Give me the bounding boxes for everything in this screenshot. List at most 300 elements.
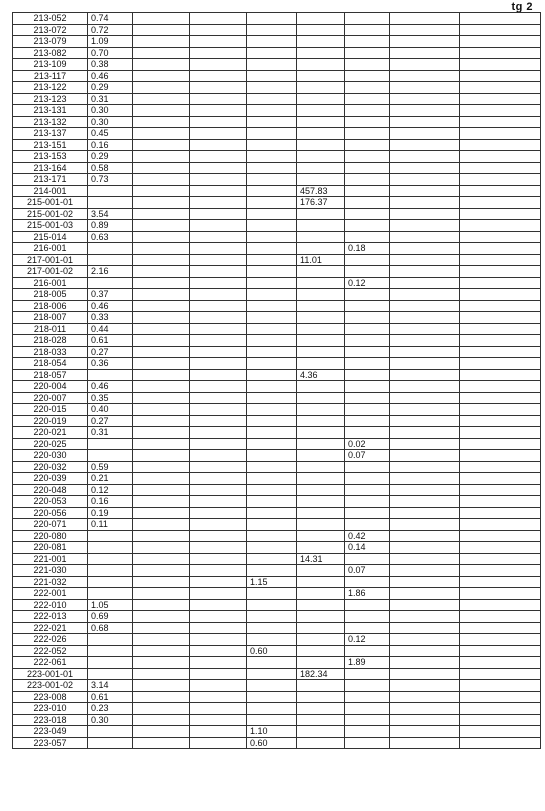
value-cell [190, 116, 247, 128]
value-cell [190, 415, 247, 427]
value-cell [345, 105, 390, 117]
value-cell [190, 553, 247, 565]
value-cell [133, 70, 190, 82]
value-cell [390, 622, 460, 634]
table-row [13, 645, 541, 657]
value-cell [133, 24, 190, 36]
value-cell: 2.16 [88, 266, 133, 278]
parcel-id-cell: 220-039 [13, 473, 88, 485]
table-row [13, 151, 541, 163]
table-row [13, 208, 541, 220]
value-cell [88, 197, 133, 209]
table-row [13, 519, 541, 531]
value-cell: 0.46 [88, 70, 133, 82]
parcel-id-cell: 218-028 [13, 335, 88, 347]
value-cell [133, 381, 190, 393]
value-cell [297, 36, 345, 48]
value-cell [460, 59, 541, 71]
value-cell [297, 24, 345, 36]
value-cell [460, 254, 541, 266]
value-cell [297, 116, 345, 128]
value-cell [345, 737, 390, 749]
value-cell [345, 346, 390, 358]
table-row [13, 323, 541, 335]
value-cell [190, 599, 247, 611]
value-cell [460, 427, 541, 439]
value-cell [390, 565, 460, 577]
value-cell [297, 93, 345, 105]
value-cell [133, 289, 190, 301]
value-cell [390, 645, 460, 657]
table-row [13, 300, 541, 312]
table-row [13, 657, 541, 669]
value-cell [460, 530, 541, 542]
value-cell [460, 323, 541, 335]
value-cell [297, 507, 345, 519]
value-cell [88, 438, 133, 450]
value-cell: 0.16 [88, 139, 133, 151]
value-cell [247, 611, 297, 623]
table-row [13, 450, 541, 462]
table-row [13, 70, 541, 82]
value-cell [460, 668, 541, 680]
value-cell [247, 59, 297, 71]
value-cell: 0.16 [88, 496, 133, 508]
value-cell [460, 461, 541, 473]
value-cell [460, 553, 541, 565]
value-cell [390, 300, 460, 312]
parcel-id-cell: 222-061 [13, 657, 88, 669]
value-cell [390, 496, 460, 508]
table-row [13, 220, 541, 232]
value-cell: 3.14 [88, 680, 133, 692]
value-cell [460, 47, 541, 59]
table-row [13, 346, 541, 358]
value-cell [133, 473, 190, 485]
value-cell [345, 645, 390, 657]
value-cell [133, 588, 190, 600]
value-cell [390, 277, 460, 289]
value-cell [345, 369, 390, 381]
value-cell [190, 542, 247, 554]
parcel-id-cell: 218-005 [13, 289, 88, 301]
parcel-id-cell: 213-151 [13, 139, 88, 151]
value-cell [390, 139, 460, 151]
value-cell [247, 519, 297, 531]
value-cell: 0.30 [88, 116, 133, 128]
table-row [13, 530, 541, 542]
value-cell: 0.27 [88, 346, 133, 358]
value-cell [460, 381, 541, 393]
parcel-id-cell: 223-057 [13, 737, 88, 749]
table-row [13, 507, 541, 519]
value-cell [460, 36, 541, 48]
value-cell [133, 737, 190, 749]
value-cell [88, 576, 133, 588]
value-cell [133, 680, 190, 692]
value-cell [390, 231, 460, 243]
parcel-id-cell: 216-001 [13, 243, 88, 255]
parcel-id-cell: 213-052 [13, 13, 88, 25]
value-cell [297, 208, 345, 220]
value-cell [345, 335, 390, 347]
value-cell [345, 461, 390, 473]
parcel-id-cell: 215-014 [13, 231, 88, 243]
value-cell [297, 13, 345, 25]
value-cell [133, 93, 190, 105]
parcel-id-cell: 220-081 [13, 542, 88, 554]
value-cell [460, 680, 541, 692]
value-cell [345, 496, 390, 508]
value-cell [133, 404, 190, 416]
value-cell [247, 220, 297, 232]
value-cell [133, 542, 190, 554]
value-cell [460, 116, 541, 128]
value-cell [247, 588, 297, 600]
table-row [13, 427, 541, 439]
value-cell [133, 59, 190, 71]
value-cell [297, 220, 345, 232]
parcel-id-cell: 213-122 [13, 82, 88, 94]
value-cell [133, 151, 190, 163]
value-cell [390, 197, 460, 209]
value-cell [133, 576, 190, 588]
value-cell [133, 507, 190, 519]
value-cell [390, 105, 460, 117]
value-cell [345, 128, 390, 140]
value-cell [390, 381, 460, 393]
value-cell [247, 197, 297, 209]
value-cell [297, 151, 345, 163]
table-row [13, 726, 541, 738]
value-cell [297, 392, 345, 404]
value-cell: 1.86 [345, 588, 390, 600]
ledger-body [13, 13, 541, 749]
value-cell [390, 358, 460, 370]
value-cell [133, 703, 190, 715]
value-cell [247, 599, 297, 611]
value-cell [460, 243, 541, 255]
value-cell [390, 530, 460, 542]
value-cell [345, 680, 390, 692]
value-cell: 0.60 [247, 645, 297, 657]
value-cell [390, 162, 460, 174]
value-cell [88, 565, 133, 577]
table-row [13, 611, 541, 623]
value-cell [190, 300, 247, 312]
value-cell [345, 162, 390, 174]
value-cell [190, 254, 247, 266]
value-cell: 0.44 [88, 323, 133, 335]
value-cell: 4.36 [297, 369, 345, 381]
value-cell: 0.37 [88, 289, 133, 301]
value-cell [345, 24, 390, 36]
value-cell [297, 530, 345, 542]
parcel-id-cell: 220-071 [13, 519, 88, 531]
value-cell [297, 703, 345, 715]
value-cell [190, 576, 247, 588]
value-cell [390, 461, 460, 473]
parcel-id-cell: 223-049 [13, 726, 88, 738]
parcel-id-cell: 213-164 [13, 162, 88, 174]
value-cell: 457.83 [297, 185, 345, 197]
value-cell [133, 243, 190, 255]
value-cell [345, 208, 390, 220]
value-cell [390, 346, 460, 358]
table-row [13, 576, 541, 588]
value-cell [190, 737, 247, 749]
value-cell [390, 335, 460, 347]
value-cell [247, 427, 297, 439]
value-cell [133, 553, 190, 565]
value-cell: 0.14 [345, 542, 390, 554]
parcel-id-cell: 218-011 [13, 323, 88, 335]
value-cell [460, 622, 541, 634]
value-cell: 0.72 [88, 24, 133, 36]
parcel-id-cell: 222-010 [13, 599, 88, 611]
parcel-id-cell: 223-018 [13, 714, 88, 726]
value-cell [133, 622, 190, 634]
value-cell: 0.61 [88, 691, 133, 703]
value-cell [345, 726, 390, 738]
value-cell [345, 323, 390, 335]
value-cell [133, 185, 190, 197]
parcel-id-cell: 220-019 [13, 415, 88, 427]
value-cell [247, 47, 297, 59]
value-cell: 0.02 [345, 438, 390, 450]
table-row [13, 312, 541, 324]
table-row [13, 254, 541, 266]
value-cell [247, 254, 297, 266]
value-cell [460, 691, 541, 703]
table-row [13, 668, 541, 680]
table-row [13, 277, 541, 289]
value-cell [460, 70, 541, 82]
value-cell [247, 70, 297, 82]
value-cell [345, 139, 390, 151]
value-cell [390, 634, 460, 646]
value-cell [247, 553, 297, 565]
table-row [13, 231, 541, 243]
parcel-id-cell: 222-021 [13, 622, 88, 634]
value-cell [460, 519, 541, 531]
value-cell [190, 289, 247, 301]
value-cell [88, 657, 133, 669]
value-cell [190, 358, 247, 370]
table-row [13, 599, 541, 611]
value-cell [390, 611, 460, 623]
table-row [13, 737, 541, 749]
value-cell [297, 657, 345, 669]
parcel-id-cell: 218-006 [13, 300, 88, 312]
parcel-id-cell: 222-013 [13, 611, 88, 623]
value-cell [190, 381, 247, 393]
value-cell [345, 151, 390, 163]
value-cell [247, 565, 297, 577]
value-cell: 0.30 [88, 105, 133, 117]
value-cell [297, 473, 345, 485]
value-cell [190, 668, 247, 680]
value-cell [345, 519, 390, 531]
table-row [13, 105, 541, 117]
value-cell [133, 496, 190, 508]
value-cell [460, 197, 541, 209]
value-cell [297, 335, 345, 347]
parcel-id-cell: 220-025 [13, 438, 88, 450]
value-cell [247, 450, 297, 462]
value-cell [88, 634, 133, 646]
value-cell [190, 726, 247, 738]
parcel-id-cell: 222-052 [13, 645, 88, 657]
table-row [13, 461, 541, 473]
value-cell [390, 151, 460, 163]
value-cell [133, 427, 190, 439]
parcel-id-cell: 220-015 [13, 404, 88, 416]
value-cell [297, 634, 345, 646]
value-cell [190, 588, 247, 600]
value-cell [460, 128, 541, 140]
table-row [13, 680, 541, 692]
value-cell [88, 530, 133, 542]
value-cell [390, 312, 460, 324]
table-row [13, 484, 541, 496]
value-cell [390, 392, 460, 404]
table-row [13, 243, 541, 255]
value-cell [297, 105, 345, 117]
value-cell [460, 703, 541, 715]
value-cell [247, 461, 297, 473]
value-cell [190, 197, 247, 209]
value-cell [190, 703, 247, 715]
value-cell [247, 105, 297, 117]
value-cell [460, 277, 541, 289]
value-cell [390, 47, 460, 59]
value-cell [390, 668, 460, 680]
value-cell [390, 450, 460, 462]
table-row [13, 565, 541, 577]
value-cell [345, 220, 390, 232]
value-cell [247, 300, 297, 312]
parcel-ledger-table [12, 12, 541, 749]
value-cell: 0.46 [88, 300, 133, 312]
value-cell: 0.40 [88, 404, 133, 416]
value-cell [390, 714, 460, 726]
value-cell [345, 714, 390, 726]
value-cell: 0.59 [88, 461, 133, 473]
parcel-id-cell: 215-001-02 [13, 208, 88, 220]
value-cell: 0.12 [345, 634, 390, 646]
value-cell [390, 691, 460, 703]
parcel-id-cell: 220-032 [13, 461, 88, 473]
value-cell [390, 174, 460, 186]
value-cell [345, 70, 390, 82]
table-row [13, 174, 541, 186]
value-cell [133, 438, 190, 450]
value-cell [247, 82, 297, 94]
value-cell [297, 289, 345, 301]
value-cell [390, 289, 460, 301]
value-cell [247, 496, 297, 508]
value-cell [345, 404, 390, 416]
parcel-id-cell: 213-117 [13, 70, 88, 82]
value-cell [460, 174, 541, 186]
value-cell [190, 484, 247, 496]
value-cell [390, 70, 460, 82]
value-cell: 1.15 [247, 576, 297, 588]
value-cell: 0.30 [88, 714, 133, 726]
value-cell [133, 519, 190, 531]
value-cell [190, 47, 247, 59]
value-cell [190, 231, 247, 243]
value-cell [390, 266, 460, 278]
value-cell [133, 174, 190, 186]
value-cell [247, 358, 297, 370]
value-cell [88, 185, 133, 197]
value-cell [88, 243, 133, 255]
parcel-id-cell: 220-030 [13, 450, 88, 462]
value-cell [247, 404, 297, 416]
table-row [13, 289, 541, 301]
value-cell [247, 680, 297, 692]
value-cell [133, 726, 190, 738]
value-cell: 0.61 [88, 335, 133, 347]
value-cell [460, 139, 541, 151]
value-cell [460, 714, 541, 726]
value-cell [345, 266, 390, 278]
value-cell [460, 266, 541, 278]
value-cell: 0.63 [88, 231, 133, 243]
value-cell [460, 335, 541, 347]
value-cell [190, 174, 247, 186]
value-cell [190, 450, 247, 462]
value-cell [133, 450, 190, 462]
value-cell [460, 507, 541, 519]
value-cell [297, 381, 345, 393]
value-cell [390, 473, 460, 485]
value-cell [345, 599, 390, 611]
value-cell [345, 576, 390, 588]
table-row [13, 542, 541, 554]
value-cell [297, 231, 345, 243]
parcel-id-cell: 222-001 [13, 588, 88, 600]
value-cell [247, 289, 297, 301]
value-cell [460, 542, 541, 554]
value-cell [460, 312, 541, 324]
value-cell [345, 668, 390, 680]
value-cell [190, 680, 247, 692]
value-cell [190, 657, 247, 669]
table-row [13, 128, 541, 140]
parcel-id-cell: 220-004 [13, 381, 88, 393]
value-cell [297, 461, 345, 473]
value-cell [247, 139, 297, 151]
value-cell [190, 427, 247, 439]
table-row [13, 116, 541, 128]
value-cell [247, 323, 297, 335]
value-cell [297, 645, 345, 657]
value-cell [345, 13, 390, 25]
value-cell: 0.21 [88, 473, 133, 485]
parcel-id-cell: 213-171 [13, 174, 88, 186]
page-number-label: tg 2 [511, 1, 533, 13]
table-row [13, 36, 541, 48]
value-cell [190, 36, 247, 48]
value-cell [345, 312, 390, 324]
value-cell: 0.69 [88, 611, 133, 623]
value-cell [297, 70, 345, 82]
value-cell [88, 726, 133, 738]
value-cell [190, 461, 247, 473]
